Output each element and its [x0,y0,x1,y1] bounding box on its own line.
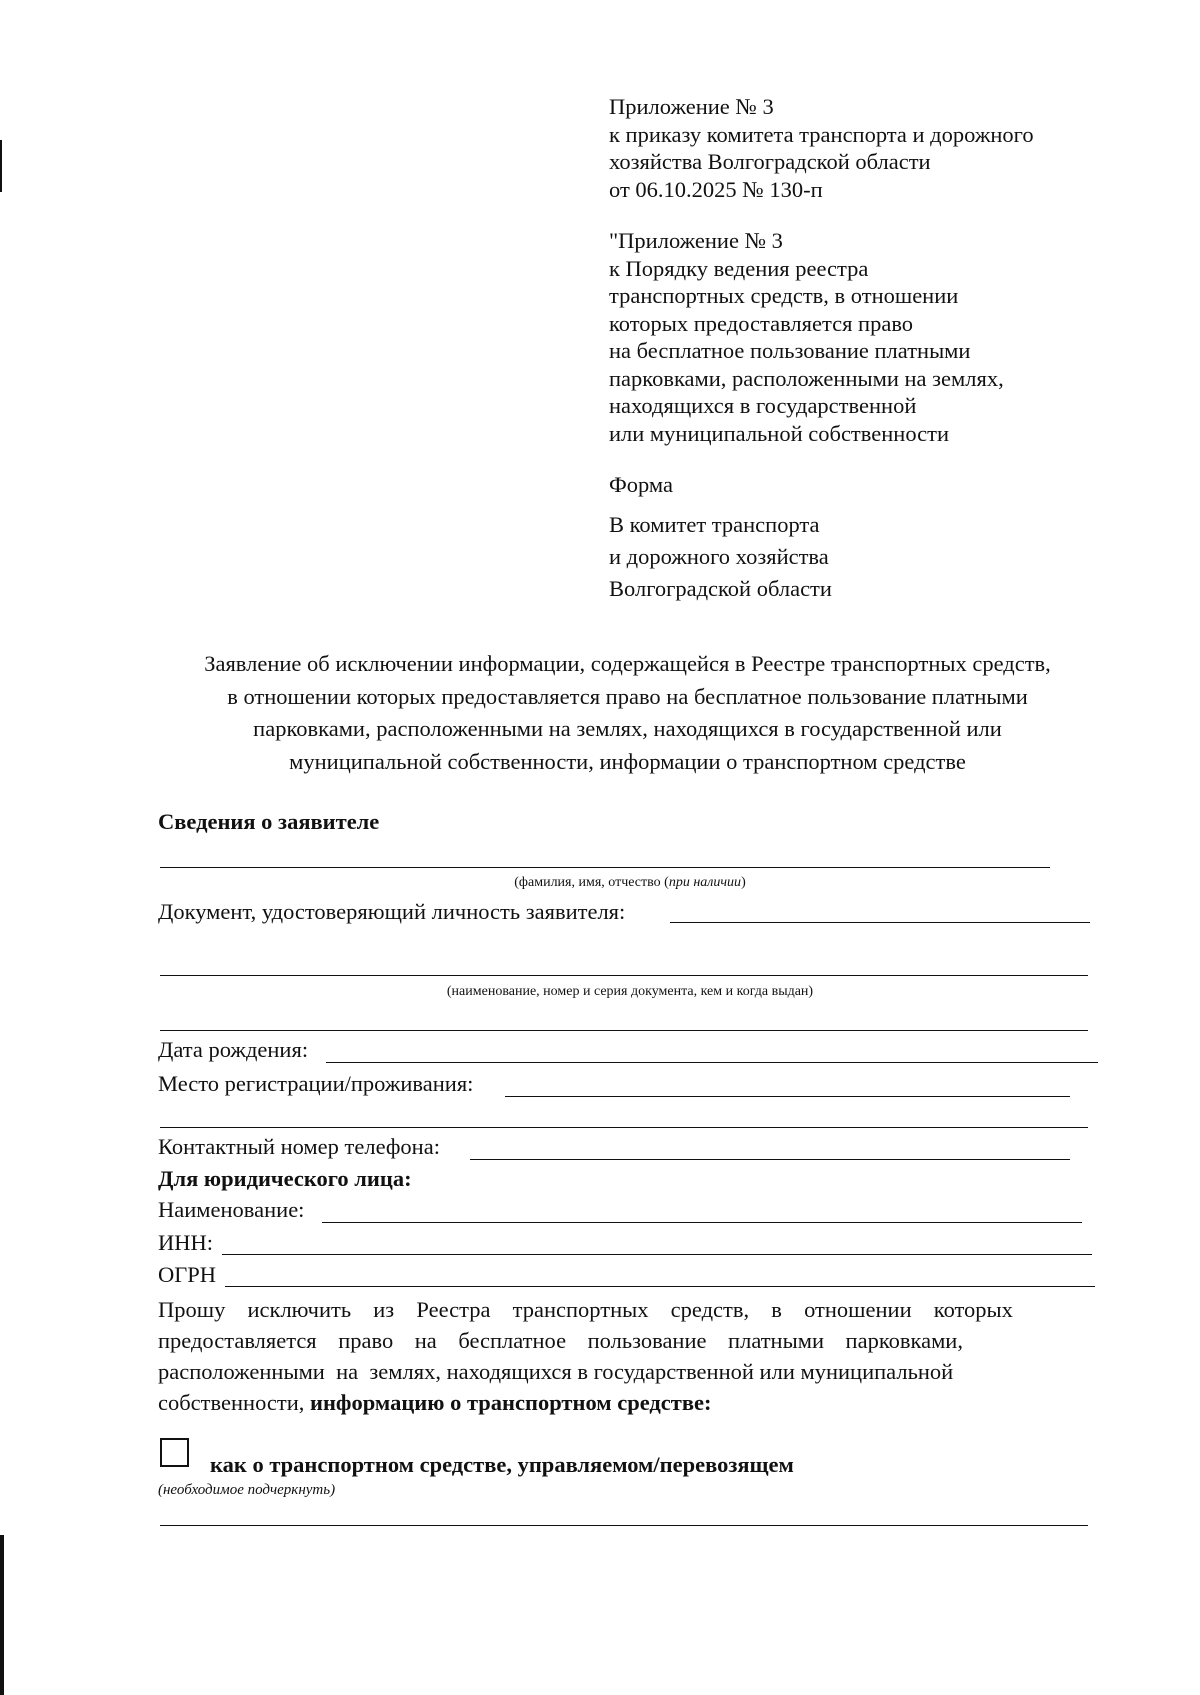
addressee-line: В комитет транспорта [609,511,820,537]
title-line: парковками, расположенными на землях, находящихся в государственной или [253,716,1002,741]
inn-field[interactable] [222,1254,1092,1255]
fio-field[interactable] [160,867,1050,868]
ogrn-field[interactable] [225,1286,1095,1287]
addressee-line: Волгоградской области [609,575,832,601]
form-label: Форма [609,472,674,497]
request-line-1: Прошу исключить из Реестра транспортных средств, в отношении которых [158,1297,1013,1322]
appendix-line: "Приложение № 3 [609,228,783,253]
id-document-field-line2[interactable] [160,975,1088,976]
id-document-caption: (наименование, номер и серия документа, кем и когда выдан) [446,984,814,999]
registration-label: Место регистрации/проживания: [158,1071,474,1096]
request-line-4: собственности, информацию о транспортном средстве: [158,1390,712,1415]
title-line: Заявление об исключении информации, содержащейся в Реестре транспортных средств, [204,651,1051,676]
header-line: от 06.10.2025 № 130-п [609,176,823,202]
request-line-3: расположенными на землях, находящихся в государственной или муниципальной [158,1359,954,1384]
vehicle-option-checkbox[interactable] [160,1438,189,1467]
ogrn-label: ОГРН [158,1262,217,1287]
header-line: Приложение № 3 [609,94,774,119]
header-line: к приказу комитета транспорта и дорожного [609,121,1034,147]
company-name-field[interactable] [322,1222,1082,1223]
addressee-line: и дорожного хозяйства [609,543,829,569]
birth-date-label: Дата рождения: [158,1037,309,1062]
request-paragraph [158,1294,1013,1418]
scan-edge-bottom [0,1535,4,1695]
appendix-header [609,93,1169,605]
appendix-line: находящихся в государственной [609,393,917,418]
appendix-line: которых предоставляется право [609,310,914,336]
inn-label: ИНН: [158,1230,213,1255]
fio-caption: (фамилия, имя, отчество (при наличии) [514,875,746,890]
title-line: муниципальной собственности, информации о транспортном средстве [289,748,966,774]
header-line: хозяйства Волгоградской области [609,149,931,174]
appendix-line: к Порядку ведения реестра [609,255,869,281]
appendix-line: парковками, расположенными на землях, [609,365,1004,391]
request-line-2: предоставляется право на бесплатное пользование платными парковками, [158,1328,963,1353]
appendix-line: или муниципальной собственности [609,420,949,446]
underline-note: (необходимое подчеркнуть) [158,1482,336,1498]
applicant-heading: Сведения о заявителе [158,809,380,834]
appendix-line: транспортных средств, в отношении [609,283,959,308]
scan-edge-top [0,140,2,192]
id-document-label: Документ, удостоверяющий личность заявителя: [158,899,626,924]
registration-field[interactable] [505,1096,1070,1097]
registration-field-line2[interactable] [160,1127,1088,1128]
id-document-field-line3[interactable] [160,1030,1088,1031]
company-name-label: Наименование: [158,1197,305,1222]
phone-field[interactable] [470,1159,1070,1160]
birth-date-field[interactable] [326,1062,1098,1063]
document-title [130,648,1125,778]
id-document-field[interactable] [670,922,1090,923]
appendix-line: на бесплатное пользование платными [609,338,971,363]
phone-label: Контактный номер телефона: [158,1134,440,1159]
vehicle-option-label: как о транспортном средстве, управляемом/перевозящем [210,1452,794,1477]
title-line: в отношении которых предоставляется право на бесплатное пользование платными [227,683,1028,709]
legal-entity-heading: Для юридического лица: [158,1166,412,1191]
option-field[interactable] [160,1525,1088,1526]
